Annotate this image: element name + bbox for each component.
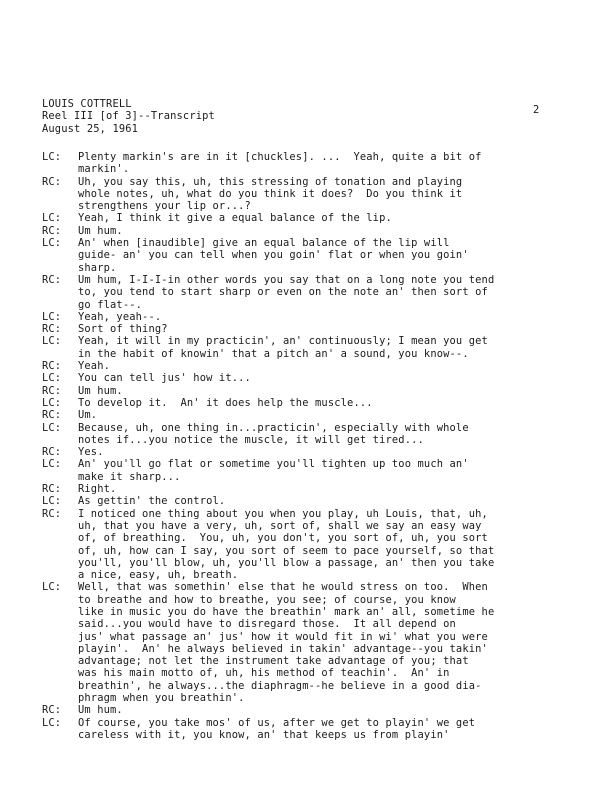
speech-line: like in music you do have the breathin' mark an' all, sometime he — [78, 605, 495, 618]
transcript-entry — [42, 495, 562, 507]
speech-text — [78, 212, 562, 224]
transcript-entry — [42, 458, 562, 483]
speech-line: Yeah, yeah--. — [78, 310, 162, 323]
transcript-entry — [42, 323, 562, 335]
document-header — [42, 98, 215, 135]
speech-line: Yes. — [78, 446, 104, 459]
speech-line: You can tell jus' how it... — [78, 372, 251, 385]
speech-line: Yeah. — [78, 360, 111, 373]
speaker-label: LC: — [42, 495, 62, 508]
speech-line: jus' what passage an' jus' how it would fit in wi' what you were — [78, 630, 488, 643]
speech-line: advantage; not let the instrument take advantage of you; that — [78, 655, 469, 668]
speech-line: make it sharp... — [78, 470, 181, 483]
speaker-label: RC: — [42, 323, 62, 336]
transcript-entry — [42, 409, 562, 421]
speech-line: To develop it. An' it does help the muscle... — [78, 396, 373, 409]
speech-text — [78, 495, 562, 507]
speech-line: Uh, you say this, uh, this stressing of tonation and playing — [78, 175, 463, 188]
speaker-label: LC: — [42, 310, 62, 323]
speech-line: strengthens your lip or...? — [78, 200, 251, 213]
speaker-label: LC: — [42, 458, 62, 471]
speech-line: careless with it, you know, an' that keeps us from playin' — [78, 728, 450, 741]
speech-line: Yeah, I think it give a equal balance of the lip. — [78, 212, 392, 225]
speech-text — [78, 323, 562, 335]
speech-line: breathin', he always...the diaphragm--he believe in a good dia- — [78, 679, 482, 692]
speech-text — [78, 446, 562, 458]
speech-text — [78, 581, 562, 704]
speech-line: Um hum. — [78, 224, 123, 237]
speech-line: I noticed one thing about you when you play, uh Louis, that, uh, — [78, 507, 488, 520]
speech-line: uh, that you have a very, uh, sort of, shall we say an easy way — [78, 519, 482, 532]
speech-line: you'll, you'll blow, uh, you'll blow a passage, an' then you take — [78, 556, 495, 569]
speech-line: was his main motto of, uh, his method of teachin'. An' in — [78, 667, 450, 680]
speaker-label: RC: — [42, 483, 62, 496]
speech-text — [78, 483, 562, 495]
speech-text — [78, 237, 562, 274]
transcript-entry — [42, 717, 562, 742]
speech-line: Well, that was somethin' else that he would stress on too. When — [78, 581, 488, 594]
transcript-body — [42, 151, 562, 741]
transcript-entry — [42, 274, 562, 311]
speech-text — [78, 372, 562, 384]
speech-text — [78, 385, 562, 397]
speech-line: a nice, easy, uh, breath. — [78, 569, 239, 582]
speaker-label: LC: — [42, 237, 62, 250]
header-reel: Reel III [of 3]--Transcript — [42, 110, 215, 123]
transcript-entry — [42, 397, 562, 409]
speech-line: of, of breathing. You, uh, you don't, you sort of, uh, you sort — [78, 532, 488, 545]
page-number: 2 — [533, 104, 540, 116]
speech-line: playin'. An' he always believed in takin' advantage--you takin' — [78, 642, 488, 655]
speaker-label: RC: — [42, 446, 62, 459]
transcript-entry — [42, 704, 562, 716]
speech-line: notes if...you notice the muscle, it will get tired... — [78, 433, 424, 446]
speech-line: As gettin' the control. — [78, 495, 226, 508]
header-date: August 25, 1961 — [42, 122, 139, 135]
speech-line: guide- an' you can tell when you goin' flat or when you goin' — [78, 249, 469, 262]
transcript-entry — [42, 360, 562, 372]
transcript-entry — [42, 422, 562, 447]
transcript-entry — [42, 212, 562, 224]
speech-line: whole notes, uh, what do you think it does? Do you think it — [78, 187, 463, 200]
speech-line: go flat--. — [78, 298, 143, 311]
speech-text — [78, 225, 562, 237]
speech-text — [78, 360, 562, 372]
speaker-label: RC: — [42, 360, 62, 373]
speech-line: Of course, you take mos' of us, after we get to playin' we get — [78, 716, 476, 729]
transcript-entry — [42, 385, 562, 397]
speech-text — [78, 409, 562, 421]
transcript-entry — [42, 581, 562, 704]
speech-line: An' when [inaudible] give an equal balance of the lip will — [78, 237, 450, 250]
speaker-label: LC: — [42, 716, 62, 729]
transcript-entry — [42, 176, 562, 213]
speaker-label: LC: — [42, 151, 62, 163]
speaker-label: RC: — [42, 224, 62, 237]
speaker-label: RC: — [42, 384, 62, 397]
speech-line: Um hum, I-I-I-in other words you say that on a long note you tend — [78, 273, 495, 286]
speech-line: to, you tend to start sharp or even on the note an' then sort of — [78, 286, 488, 299]
header-name: LOUIS COTTRELL — [42, 98, 132, 110]
speech-line: Plenty markin's are in it [chuckles]. ... Yeah, quite a bit of — [78, 151, 482, 163]
speaker-label: LC: — [42, 335, 62, 348]
speech-line: An' you'll go flat or sometime you'll tighten up too much an' — [78, 458, 469, 471]
transcript-entry — [42, 225, 562, 237]
speech-line: Because, uh, one thing in...practicin', especially with whole — [78, 421, 469, 434]
speech-line: Um hum. — [78, 704, 123, 717]
speech-text — [78, 422, 562, 447]
speech-line: in the habit of knowin' that a pitch an' a sound, you know--. — [78, 347, 469, 360]
transcript-entry — [42, 237, 562, 274]
speech-line: of, uh, how can I say, you sort of seem to pace yourself, so that — [78, 544, 495, 557]
transcript-entry — [42, 483, 562, 495]
speech-line: Um hum. — [78, 384, 123, 397]
speaker-label: RC: — [42, 507, 62, 520]
transcript-entry — [42, 372, 562, 384]
speaker-label: LC: — [42, 581, 62, 594]
transcript-entry — [42, 335, 562, 360]
transcript-entry — [42, 508, 562, 582]
speech-text — [78, 335, 562, 360]
speech-text — [78, 151, 562, 176]
speaker-label: RC: — [42, 409, 62, 422]
speaker-label: RC: — [42, 273, 62, 286]
speaker-label: LC: — [42, 421, 62, 434]
speech-line: Yeah, it will in my practicin', an' continuously; I mean you get — [78, 335, 488, 348]
speaker-label: RC: — [42, 175, 62, 188]
speech-line: Um. — [78, 409, 98, 422]
speech-text — [78, 717, 562, 742]
speech-line: sharp. — [78, 261, 117, 274]
speech-line: Sort of thing? — [78, 323, 168, 336]
speech-line: phragm when you breathin'. — [78, 692, 245, 705]
transcript-entry — [42, 311, 562, 323]
speech-text — [78, 458, 562, 483]
transcript-entry — [42, 151, 562, 176]
speech-line: said...you would have to disregard those. It all depend on — [78, 618, 456, 631]
speech-line: markin'. — [78, 163, 130, 176]
speech-text — [78, 274, 562, 311]
speaker-label: LC: — [42, 212, 62, 225]
speaker-label: LC: — [42, 372, 62, 385]
speaker-label: RC: — [42, 704, 62, 717]
speech-text — [78, 508, 562, 582]
speech-text — [78, 704, 562, 716]
speech-line: to breathe and how to breathe, you see; of course, you know — [78, 593, 456, 606]
speaker-label: LC: — [42, 396, 62, 409]
speech-text — [78, 176, 562, 213]
speech-text — [78, 311, 562, 323]
speech-line: Right. — [78, 483, 117, 496]
speech-text — [78, 397, 562, 409]
transcript-entry — [42, 446, 562, 458]
